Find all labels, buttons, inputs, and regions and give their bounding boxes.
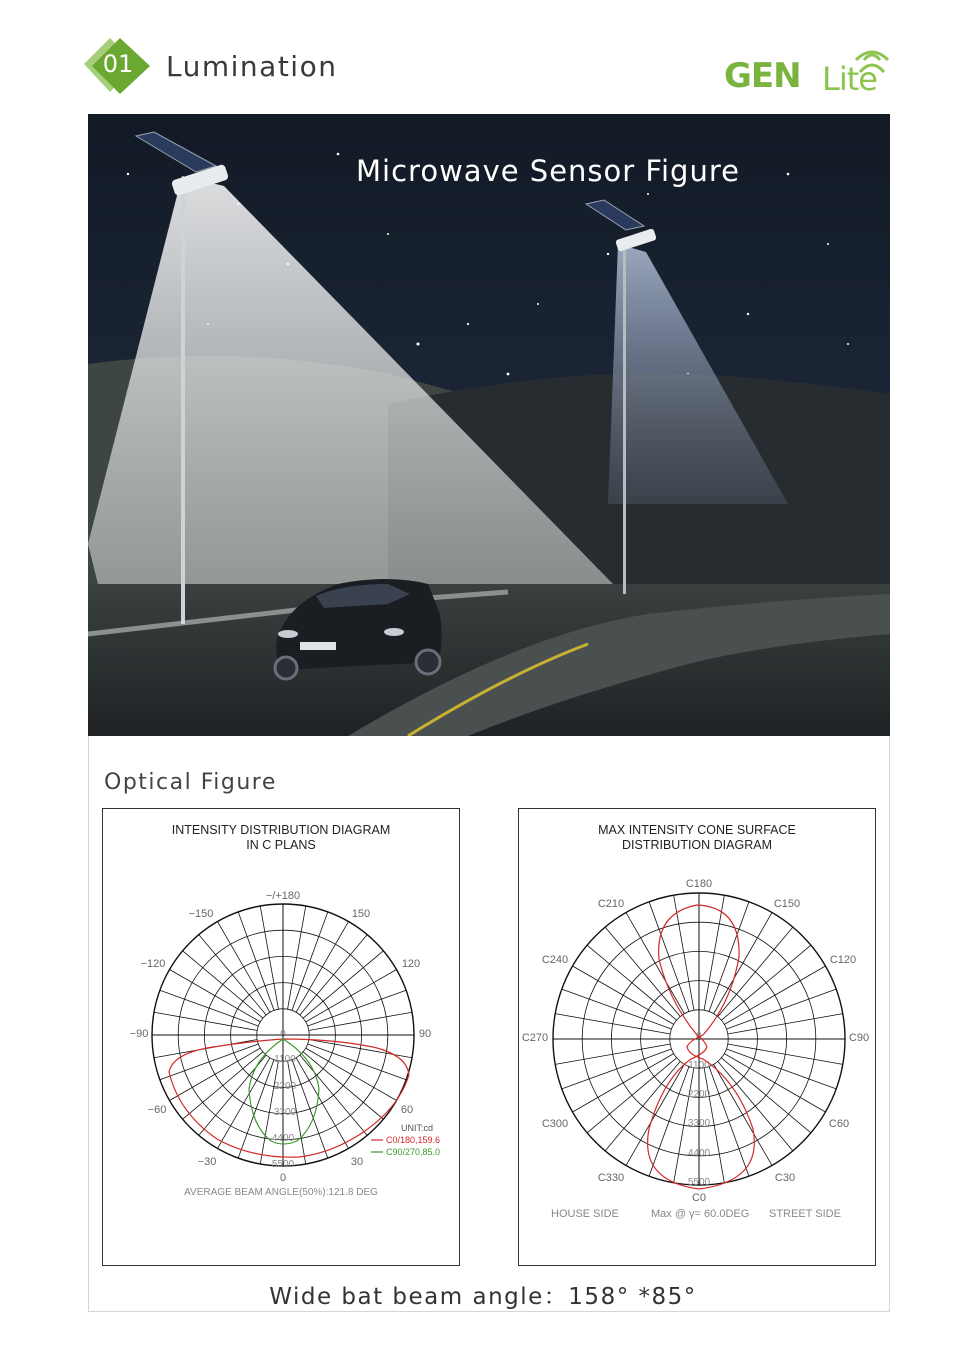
grid-spoke — [555, 1044, 670, 1064]
grid-spoke — [555, 1014, 670, 1034]
angle-label: −30 — [197, 1156, 217, 1168]
angle-label: C300 — [541, 1118, 569, 1130]
angle-label: −150 — [188, 908, 214, 920]
grid-spoke — [605, 927, 680, 1017]
angle-label: C60 — [828, 1118, 850, 1130]
angle-label: C0 — [691, 1192, 707, 1204]
unit-label: UNIT:cd — [401, 1123, 434, 1133]
grid-spoke — [626, 1064, 685, 1165]
grid-spoke — [238, 912, 274, 1011]
grid-spoke — [587, 945, 677, 1020]
max-intensity-cone-diagram — [518, 808, 876, 1266]
grid-spoke — [724, 966, 825, 1025]
beam-angle-caption: Wide bat beam angle：158° *85° — [269, 1284, 697, 1310]
grid-spoke — [718, 927, 793, 1017]
radial-label: 1100 — [688, 1060, 710, 1071]
grid-spoke — [309, 1012, 412, 1030]
grid-spoke — [303, 1052, 383, 1119]
grid-spoke — [587, 1058, 677, 1133]
grid-spoke — [292, 912, 328, 1011]
grid-spoke — [649, 902, 689, 1012]
grid-spoke — [303, 951, 383, 1018]
grid-spoke — [573, 966, 674, 1025]
grid-spoke — [728, 1014, 843, 1034]
angle-label: 30 — [350, 1156, 364, 1168]
grid-spoke — [218, 1058, 271, 1149]
grid-spoke — [573, 1054, 674, 1113]
section-title: Lumination — [166, 50, 338, 83]
angle-label: C270 — [521, 1032, 549, 1044]
angle-label: 150 — [351, 908, 371, 920]
left-diagram-title: INTENSITY DISTRIBUTION DIAGRAM IN C PLANS — [171, 823, 391, 852]
left-pole — [181, 184, 185, 624]
radial-label: 3300 — [273, 1107, 297, 1118]
radial-label: 5500 — [687, 1177, 711, 1188]
grid-spoke — [307, 990, 406, 1026]
logo-lite-text: Lite — [822, 60, 877, 98]
angle-label: 0 — [279, 1172, 287, 1184]
grid-spoke — [704, 895, 724, 1010]
radial-label: 3300 — [687, 1118, 711, 1129]
angle-label: −120 — [140, 958, 166, 970]
genlite-logo — [724, 50, 894, 98]
grid-spoke — [292, 1059, 328, 1158]
angle-label: C330 — [597, 1172, 625, 1184]
grid-spoke — [160, 990, 259, 1026]
angle-label: C150 — [773, 898, 801, 910]
right-diagram-title: MAX INTENSITY CONE SURFACE DISTRIBUTION DIAGRAM — [598, 823, 796, 852]
radial-label: 4400 — [271, 1133, 295, 1144]
radial-label: 1100 — [274, 1054, 296, 1065]
angle-label: C210 — [597, 898, 625, 910]
angle-label: C240 — [541, 954, 569, 966]
polar-chart-c-plans — [103, 809, 461, 1267]
grid-spoke — [728, 1044, 843, 1064]
grid-spoke — [724, 1054, 825, 1113]
grid-spoke — [199, 935, 266, 1015]
angle-label: 90 — [418, 1028, 432, 1040]
radial-label: 0 — [280, 1029, 286, 1040]
grid-spoke — [300, 935, 367, 1015]
grid-spoke — [605, 1061, 680, 1151]
beam-angle-note: AVERAGE BEAM ANGLE(50%):121.8 DEG — [184, 1187, 378, 1198]
max-angle-note: Max @ γ= 60.0DEG — [651, 1208, 750, 1220]
house-side-label: HOUSE SIDE — [551, 1208, 619, 1220]
section-number-badge — [84, 36, 152, 96]
right-pole — [623, 244, 626, 594]
grid-spoke — [218, 922, 271, 1013]
polar-chart-cone-surface — [519, 809, 877, 1267]
angle-label: −90 — [129, 1028, 149, 1040]
angle-label: C180 — [685, 878, 713, 890]
grid-spoke — [183, 951, 263, 1018]
angle-label: C90 — [848, 1032, 870, 1044]
grid-spoke — [288, 906, 306, 1009]
angle-label: −/+180 — [265, 890, 301, 902]
grid-spoke — [721, 945, 811, 1020]
grid-spoke — [296, 922, 349, 1013]
grid-spoke — [154, 1012, 257, 1030]
night-road-photo — [88, 114, 890, 736]
radial-label: 2200 — [273, 1081, 297, 1092]
grid-spoke — [306, 970, 397, 1023]
grid-spoke — [721, 1058, 811, 1133]
grid-spoke — [260, 906, 278, 1009]
street-light-scene — [88, 114, 890, 736]
photo-title: Microwave Sensor Figure — [356, 154, 740, 188]
angle-label: C30 — [774, 1172, 796, 1184]
radial-label: 2200 — [687, 1089, 711, 1100]
street-side-label: STREET SIDE — [769, 1208, 841, 1220]
optical-figure-title: Optical Figure — [104, 770, 277, 795]
legend-c90: C90/270,85.0 — [386, 1147, 441, 1157]
logo-gen-text: GEN — [724, 56, 801, 96]
radial-label: 0 — [696, 1031, 702, 1042]
angle-label: 60 — [400, 1104, 414, 1116]
angle-label: C120 — [829, 954, 857, 966]
grid-spoke — [718, 1061, 793, 1151]
grid-spoke — [562, 989, 672, 1029]
grid-spoke — [307, 1044, 406, 1080]
grid-spoke — [626, 913, 685, 1014]
grid-spoke — [170, 970, 261, 1023]
section-number: 01 — [102, 50, 134, 78]
grid-spoke — [309, 1040, 412, 1058]
legend-c0: C0/180,159.6 — [386, 1135, 441, 1145]
grid-spoke — [714, 1064, 773, 1165]
grid-spoke — [726, 1049, 836, 1089]
grid-spoke — [714, 913, 773, 1014]
grid-spoke — [562, 1049, 672, 1089]
grid-spoke — [238, 1059, 274, 1158]
grid-spoke — [726, 989, 836, 1029]
grid-spoke — [300, 1055, 367, 1135]
grid-spoke — [183, 1052, 263, 1119]
radial-label: 4400 — [687, 1148, 711, 1159]
angle-label: −60 — [147, 1104, 167, 1116]
angle-label: 120 — [401, 958, 421, 970]
intensity-distribution-diagram — [102, 808, 460, 1266]
radial-label: 5500 — [271, 1159, 295, 1170]
wifi-icon — [854, 50, 890, 76]
